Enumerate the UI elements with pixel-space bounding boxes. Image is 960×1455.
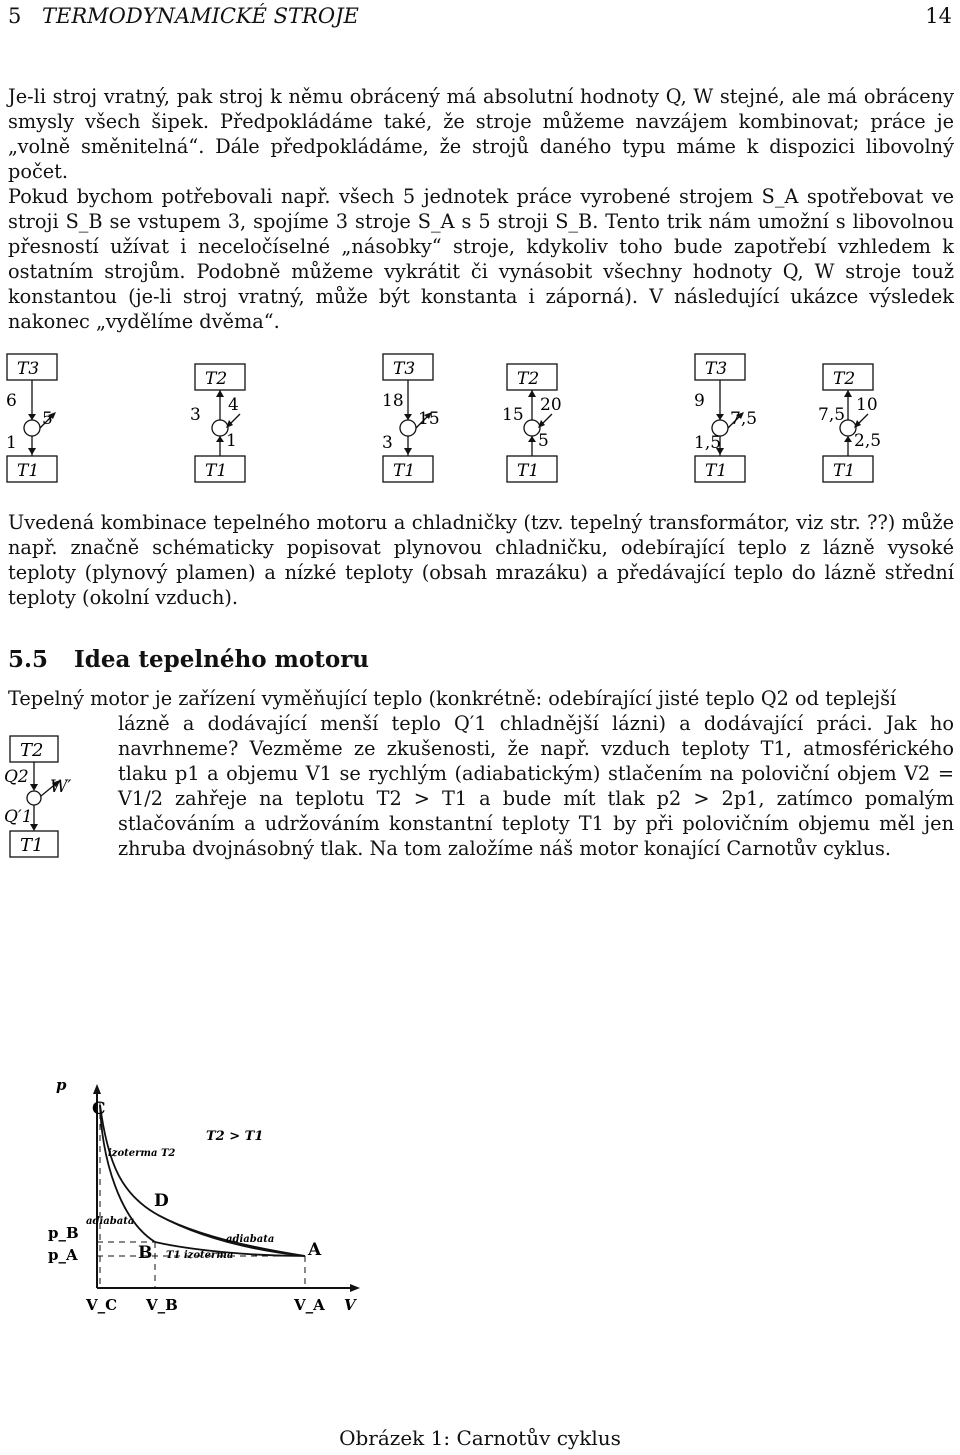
engine-6-work-value: 10	[856, 395, 878, 415]
tick-pa: p_A	[48, 1246, 78, 1264]
y-axis-label: p	[56, 1076, 67, 1094]
engine-1-in-value: 6	[6, 391, 17, 411]
point-b: B	[138, 1243, 153, 1263]
engine-1-work-value: 5	[42, 409, 53, 429]
paragraph-3: Uvedená kombinace tepelného motoru a chladničky (tzv. tepelný transformátor, viz str. ??) může např. značně schématicky popisovat plynovou chladničku, odebírající teplo z lázně vysoké teploty (plynový plamen) a nízké teploty (obsah mrazáku) a předávající teplo do lázně střední teploty (okolní vzduch).	[8, 511, 954, 609]
engine-2-top-label: T2	[205, 369, 228, 389]
engine-5-in-arrow	[716, 414, 724, 420]
annotation-adiabata-1: adiabata	[86, 1216, 135, 1227]
paragraph-4-first-line: Tepelný motor je zařízení vyměňující teplo (konkrétně: odebírající jisté teplo Q2 od teplejší	[8, 687, 897, 710]
tick-vb: V_B	[146, 1296, 178, 1314]
engine-4-top-value: 15	[502, 405, 524, 425]
engine-5-in-value: 9	[694, 391, 705, 411]
header-section-number: 5	[8, 4, 22, 28]
section-title: Idea tepelného motoru	[74, 646, 370, 673]
q-out-label: Q′1	[4, 807, 33, 827]
engine-6-out-arrow	[844, 390, 852, 397]
cold-bath-label: T1	[20, 835, 44, 856]
engine-4-in-arrow	[528, 436, 536, 442]
work-label: W′	[50, 777, 72, 797]
engine-4-bottom-value: 5	[538, 431, 549, 451]
page-number: 14	[925, 4, 952, 28]
engine-5-top-label: T3	[705, 359, 728, 379]
engine-1-top-label: T3	[17, 359, 40, 379]
engine-3-circle	[400, 420, 416, 436]
x-axis-arrow	[350, 1284, 360, 1292]
engine-3-out-value: 3	[382, 433, 393, 453]
engine-3-top-label: T3	[393, 359, 416, 379]
engine-4-top-label: T2	[517, 369, 540, 389]
point-c: C	[92, 1099, 106, 1119]
engine-4-out-arrow	[528, 390, 536, 397]
engine-4-bottom-label: T1	[517, 461, 540, 481]
section-number: 5.5	[8, 646, 49, 673]
tick-va: V_A	[294, 1296, 325, 1314]
engine-6-top-value: 7,5	[818, 405, 846, 425]
engine-2-bottom-label: T1	[205, 461, 228, 481]
heat-in-arrow	[30, 784, 38, 791]
q-in-label: Q2	[4, 767, 29, 787]
hot-bath-label: T2	[20, 740, 44, 761]
engine-2-top-value: 3	[190, 405, 201, 425]
point-a: A	[308, 1240, 322, 1260]
engine-6-in-arrow	[844, 436, 852, 442]
tick-pb: p_B	[48, 1224, 79, 1242]
carnot-cycle-chart	[40, 1070, 440, 1320]
tick-vc: V_C	[86, 1296, 118, 1314]
x-axis-label: V	[344, 1296, 356, 1314]
engine-5-bottom-label: T1	[705, 461, 728, 481]
engine-3-in-value: 18	[382, 391, 404, 411]
engine-3-in-arrow	[404, 414, 412, 420]
engine-2-out-arrow	[216, 390, 224, 397]
figure-caption: Obrázek 1: Carnotův cyklus	[339, 1426, 621, 1450]
annotation-izoterma-t2: izoterma T2	[108, 1148, 176, 1159]
paragraph-4-rest: lázně a dodávající menší teplo Q′1 chladnější lázni) a dodávající práci. Jak ho navrhneme? Vezměme ze zkušenosti, že např. vzduch teploty T1, atmosférického tlaku p1 a objemu V1 se rychlým (adiabatickým) stlačením na poloviční objem V2 = V1/2 zahřeje na teplotu T2 > T1 a bude mít tlak p2 > 2p1, zatímco pomalým stlačováním a udržováním konstantní teploty T1 by při polovičním objemu měl jen zhruba dvojnásobný tlak. Na tom založíme náš motor konající Carnotův cyklus.	[118, 712, 954, 860]
engine-5-work-value: 7,5	[730, 409, 758, 429]
engine-1-out-value: 1	[6, 433, 17, 453]
annotation-adiabata-2: adiabata	[226, 1234, 275, 1245]
y-axis-arrow	[93, 1084, 101, 1094]
annotation-t2-gt-t1: T2 > T1	[206, 1129, 264, 1144]
engine-3-work-value: 15	[418, 409, 440, 429]
engine-6-bottom-value: 2,5	[854, 431, 882, 451]
header-section-title: TERMODYNAMICKÉ STROJE	[42, 4, 359, 28]
engine-1-circle	[24, 420, 40, 436]
heat-engine-schematic	[0, 730, 110, 870]
annotation-izoterma-t1: T1 izoterma	[166, 1250, 234, 1261]
engine-1-bottom-label: T1	[17, 461, 40, 481]
engine-1-in-arrow	[28, 414, 36, 420]
paragraph-1: Je-li stroj vratný, pak stroj k němu obrácený má absolutní hodnoty Q, W stejné, ale má obráceny smysly všech šipek. Předpokládáme také, že stroje můžeme navzájem kombinovat; práce je „volně směnitelná“. Dále předpokládáme, že strojů daného typu máme k dispozici libovolný počet.	[8, 85, 954, 183]
engine-circle	[27, 791, 41, 805]
engine-5-out-value: 1,5	[694, 433, 722, 453]
engine-2-in-arrow	[216, 436, 224, 442]
engine-3-out-arrow	[404, 448, 412, 455]
engine-1-out-arrow	[28, 448, 36, 455]
engine-6-top-label: T2	[833, 369, 856, 389]
engine-combination-diagrams	[0, 348, 960, 488]
paragraph-2: Pokud bychom potřebovali např. všech 5 jednotek práce vyrobené strojem S_A spotřebovat ve stroji S_B se vstupem 3, spojíme 3 stroje S_A s 5 stroji S_B. Tento trik nám umožní s libovolnou přesností užívat i neceločíselné „násobky“ stroje, kdykoliv toho bude zapotřebí vzhledem k ostatním strojům. Podobně můžeme vykrátit či vynásobit všechny hodnoty Q, W stroje touž konstantou (je-li stroj vratný, může být konstanta i záporná). V následující ukázce výsledek nakonec „vydělíme dvěma“.	[8, 185, 954, 333]
engine-3-bottom-label: T1	[393, 461, 416, 481]
engine-4-work-value: 20	[540, 395, 562, 415]
engine-6-bottom-label: T1	[833, 461, 856, 481]
engine-2-work-value: 4	[228, 395, 239, 415]
section-heading	[8, 646, 369, 673]
engine-2-bottom-value: 1	[226, 431, 237, 451]
point-d: D	[154, 1191, 169, 1211]
